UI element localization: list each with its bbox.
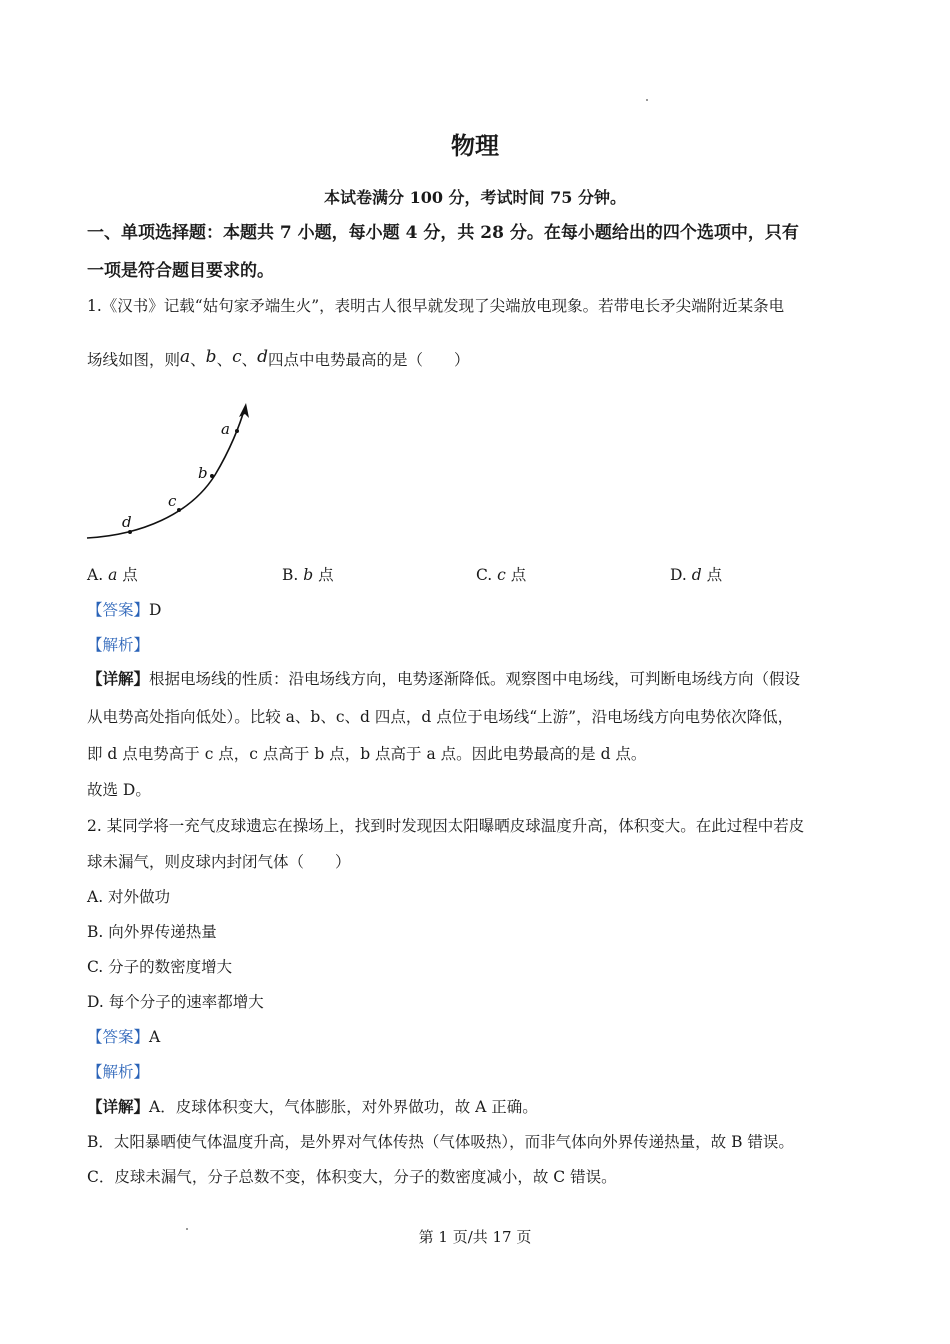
scan-speck	[646, 99, 648, 101]
q1-detail-line3: 即 d 点电势高于 c 点，c 点高于 b 点，b 点高于 a 点。因此电势最高的是 d 点。	[87, 745, 647, 763]
q2-answer: 【答案】A	[87, 1028, 161, 1046]
electric-field-line-figure	[80, 395, 280, 550]
var-d: d	[257, 347, 269, 367]
q2-option-b: B. 向外界传递热量	[87, 923, 217, 941]
q2-analysis-tag: 【解析】	[87, 1063, 150, 1081]
point-b-dot	[210, 474, 214, 478]
point-a-label: a	[221, 420, 230, 438]
q1-analysis-tag: 【解析】	[87, 636, 150, 654]
q1-option-d: D. d 点	[670, 566, 723, 584]
var-b: b	[205, 347, 217, 367]
q2-stem-line1: 2. 某同学将一充气皮球遗忘在操场上，找到时发现因太阳曝晒皮球温度升高，体积变大。在此过程中若皮	[87, 817, 805, 835]
exam-info: 本试卷满分 100 分，考试时间 75 分钟。	[324, 188, 626, 207]
q1-stem-line2: 场线如图，则a、b、c、d四点中电势最高的是（ ）	[87, 347, 470, 369]
q1-option-a: A. a 点	[87, 566, 138, 584]
point-c-dot	[177, 508, 181, 512]
q2-detail-b: B．太阳暴晒使气体温度升高，是外界对气体传热（气体吸热），而非气体向外界传递热量，故 B 错误。	[87, 1133, 794, 1151]
section-heading-line2: 一项是符合题目要求的。	[87, 261, 274, 281]
point-c-label: c	[168, 492, 177, 510]
q1-answer: 【答案】D	[87, 601, 162, 619]
q2-stem-line2: 球未漏气，则皮球内封闭气体（ ）	[87, 853, 351, 871]
q2-option-d: D. 每个分子的速率都增大	[87, 993, 264, 1011]
page-footer: 第 1 页/共 17 页	[418, 1228, 532, 1246]
page-title: 物理	[451, 131, 499, 160]
point-a-dot	[235, 429, 239, 433]
q1-detail-line2: 从电势高处指向低处）。比较 a、b、c、d 四点，d 点位于电场线“上游”，沿电场线方向电势依次降低，	[87, 708, 794, 726]
q2-detail-a: 【详解】A．皮球体积变大，气体膨胀，对外界做功，故 A 正确。	[87, 1097, 538, 1116]
var-c: c	[232, 347, 242, 367]
field-direction-arrow	[239, 403, 249, 418]
var-a: a	[180, 347, 191, 367]
q2-option-c: C. 分子的数密度增大	[87, 958, 233, 976]
section-heading-line1: 一、单项选择题：本题共 7 小题，每小题 4 分，共 28 分。在每小题给出的四个选项中，只有	[87, 223, 799, 243]
q1-stem-line1: 1.《汉书》记载“姑句家矛端生火”，表明古人很早就发现了尖端放电现象。若带电长矛尖端附近某条电	[87, 297, 785, 315]
q2-option-a: A. 对外做功	[87, 888, 171, 906]
q1-detail-line1: 【详解】根据电场线的性质：沿电场线方向，电势逐渐降低。观察图中电场线，可判断电场线方向（假设	[87, 669, 801, 688]
q1-option-b: B. b 点	[282, 566, 334, 584]
q2-detail-c: C．皮球未漏气，分子总数不变，体积变大，分子的数密度减小，故 C 错误。	[87, 1168, 617, 1186]
q1-conclusion: 故选 D。	[87, 781, 151, 799]
point-d-label: d	[122, 513, 132, 531]
q1-option-c: C. c 点	[476, 566, 527, 584]
point-b-label: b	[198, 464, 208, 482]
